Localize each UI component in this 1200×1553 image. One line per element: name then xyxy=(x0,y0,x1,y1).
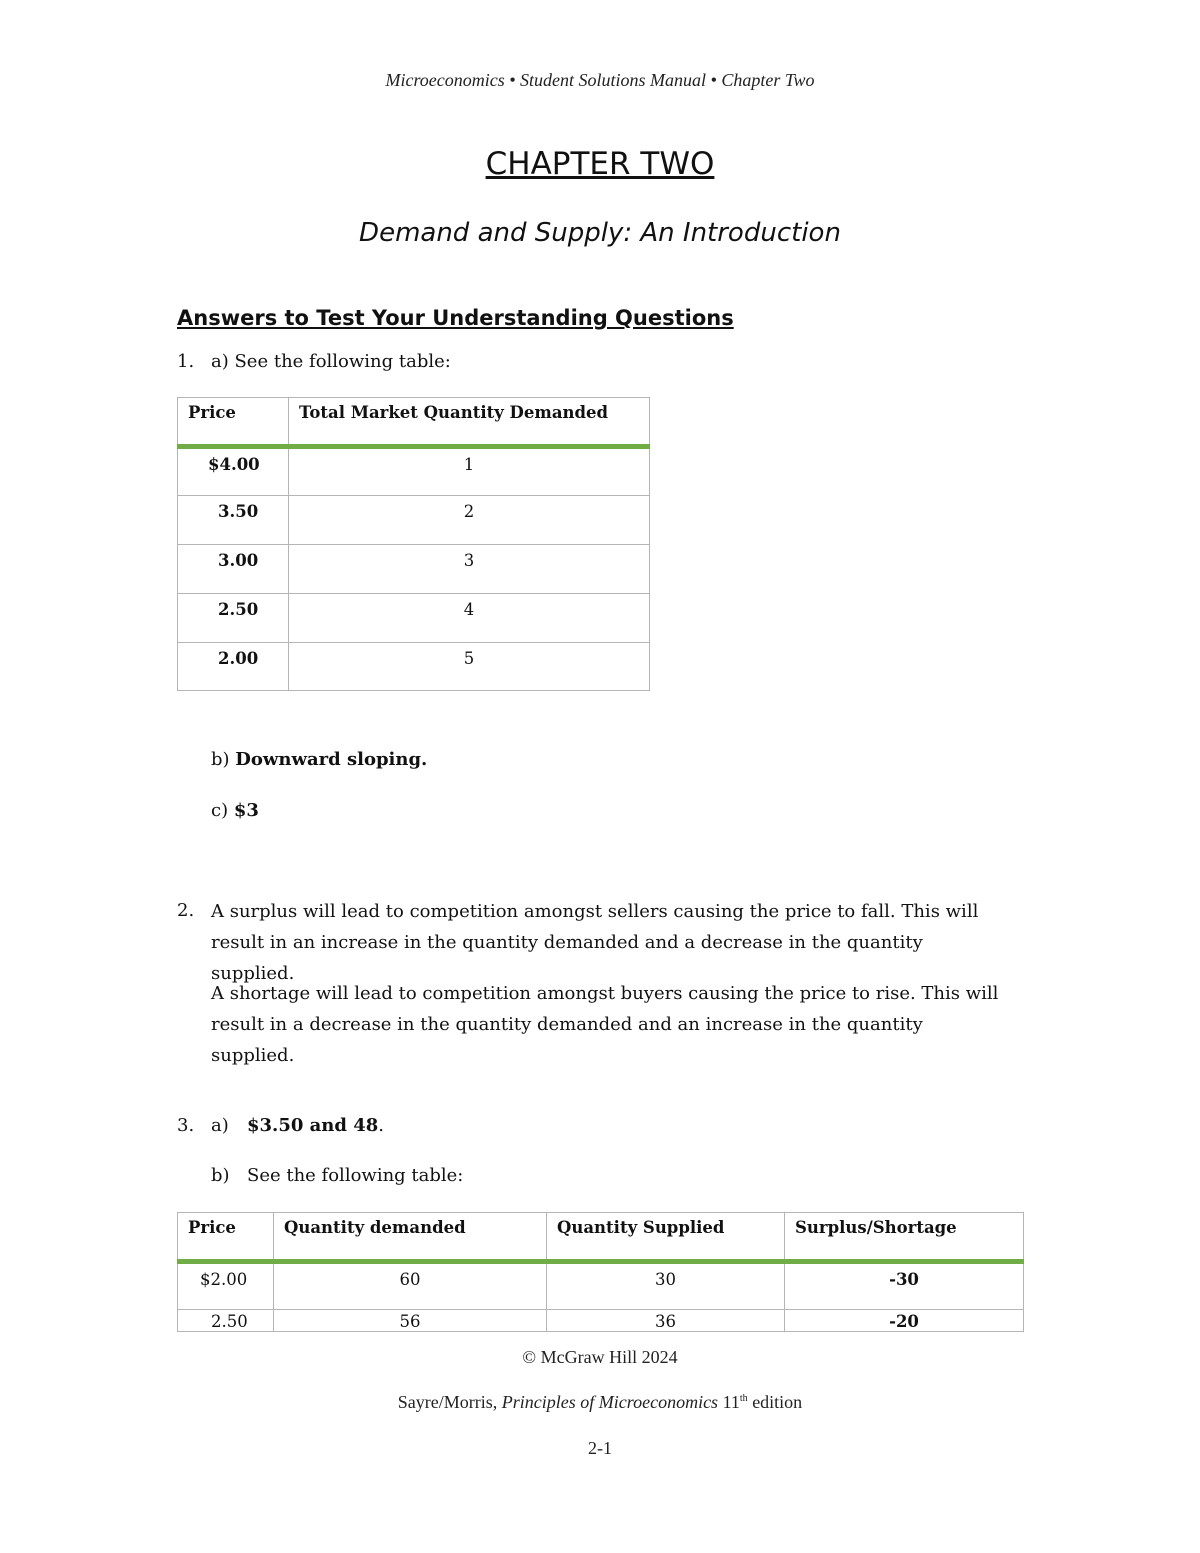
price-cell: 3.00 xyxy=(178,545,289,594)
question-1-part-b xyxy=(211,749,427,770)
footer-book-title: Principles of Microeconomics xyxy=(501,1392,719,1412)
column-header-price: Price xyxy=(178,398,289,447)
footer-authors: Sayre/Morris, xyxy=(397,1392,502,1412)
table-header-row xyxy=(178,398,650,447)
question-1-number: 1. xyxy=(177,351,195,372)
table-row xyxy=(178,643,650,691)
question-3-number: 3. xyxy=(177,1115,195,1136)
part-a-suffix: . xyxy=(378,1115,385,1136)
footer-citation xyxy=(0,1392,1200,1413)
part-a-answer: $3.50 and 48 xyxy=(247,1115,379,1136)
table-row xyxy=(178,1262,1024,1310)
column-header-quantity-demanded: Quantity demanded xyxy=(274,1213,547,1262)
section-heading: Answers to Test Your Understanding Questions xyxy=(177,306,734,330)
chapter-subtitle: Demand and Supply: An Introduction xyxy=(359,218,841,248)
quantity-demanded-cell: 56 xyxy=(274,1310,547,1332)
column-header-price: Price xyxy=(178,1213,274,1262)
demand-table xyxy=(177,397,650,691)
market-table xyxy=(177,1212,1024,1332)
price-cell: $4.00 xyxy=(178,447,289,496)
quantity-cell: 3 xyxy=(289,545,650,594)
table-row xyxy=(178,496,650,545)
quantity-supplied-cell: 36 xyxy=(547,1310,785,1332)
price-cell: 3.50 xyxy=(178,496,289,545)
question-1-part-a: a) See the following table: xyxy=(211,351,451,372)
price-cell: 2.00 xyxy=(178,643,289,691)
part-b-answer: Downward sloping. xyxy=(235,749,428,770)
footer-edition-number: 11 xyxy=(718,1392,740,1412)
running-header: Microeconomics • Student Solutions Manual • Chapter Two xyxy=(385,70,815,90)
chapter-title: CHAPTER TWO xyxy=(485,146,715,182)
column-header-quantity-demanded: Total Market Quantity Demanded xyxy=(289,398,650,447)
quantity-supplied-cell: 30 xyxy=(547,1262,785,1310)
footer-copyright: © McGraw Hill 2024 xyxy=(522,1347,678,1367)
table-row xyxy=(178,594,650,643)
question-3-part-b: See the following table: xyxy=(247,1165,464,1186)
question-3-part-a xyxy=(247,1115,384,1136)
quantity-cell: 4 xyxy=(289,594,650,643)
part-c-answer: $3 xyxy=(233,800,259,821)
table-header-row xyxy=(178,1213,1024,1262)
question-2-paragraph-2: A shortage will lead to competition amongst buyers causing the price to rise. This will result in a decrease in the quantity demanded and an increase in the quantity supplied. xyxy=(211,983,999,1066)
quantity-cell: 5 xyxy=(289,643,650,691)
table-row xyxy=(178,447,650,496)
quantity-cell: 2 xyxy=(289,496,650,545)
quantity-cell: 1 xyxy=(289,447,650,496)
column-header-quantity-supplied: Quantity Supplied xyxy=(547,1213,785,1262)
price-cell: 2.50 xyxy=(178,594,289,643)
question-1-part-c xyxy=(211,800,259,821)
footer-edition-suffix: th xyxy=(739,1393,748,1404)
table-row xyxy=(178,1310,1024,1332)
question-2-paragraph-1: A surplus will lead to competition amongst sellers causing the price to fall. This will result in an increase in the quantity demanded and a decrease in the quantity supplied. xyxy=(211,901,979,984)
surplus-shortage-cell: -20 xyxy=(785,1310,1024,1332)
column-header-surplus-shortage: Surplus/Shortage xyxy=(785,1213,1024,1262)
surplus-shortage-cell: -30 xyxy=(785,1262,1024,1310)
part-c-label: c) xyxy=(211,800,234,821)
price-cell: $2.00 xyxy=(178,1262,274,1310)
question-2-number: 2. xyxy=(177,900,195,921)
price-cell: 2.50 xyxy=(178,1310,274,1332)
footer-edition-word: edition xyxy=(747,1392,803,1412)
table-row xyxy=(178,545,650,594)
part-b-label: b) xyxy=(211,749,236,770)
quantity-demanded-cell: 60 xyxy=(274,1262,547,1310)
question-3-part-b-label: b) xyxy=(211,1165,230,1186)
question-3-part-a-label: a) xyxy=(211,1115,229,1136)
page-number: 2-1 xyxy=(588,1438,612,1458)
